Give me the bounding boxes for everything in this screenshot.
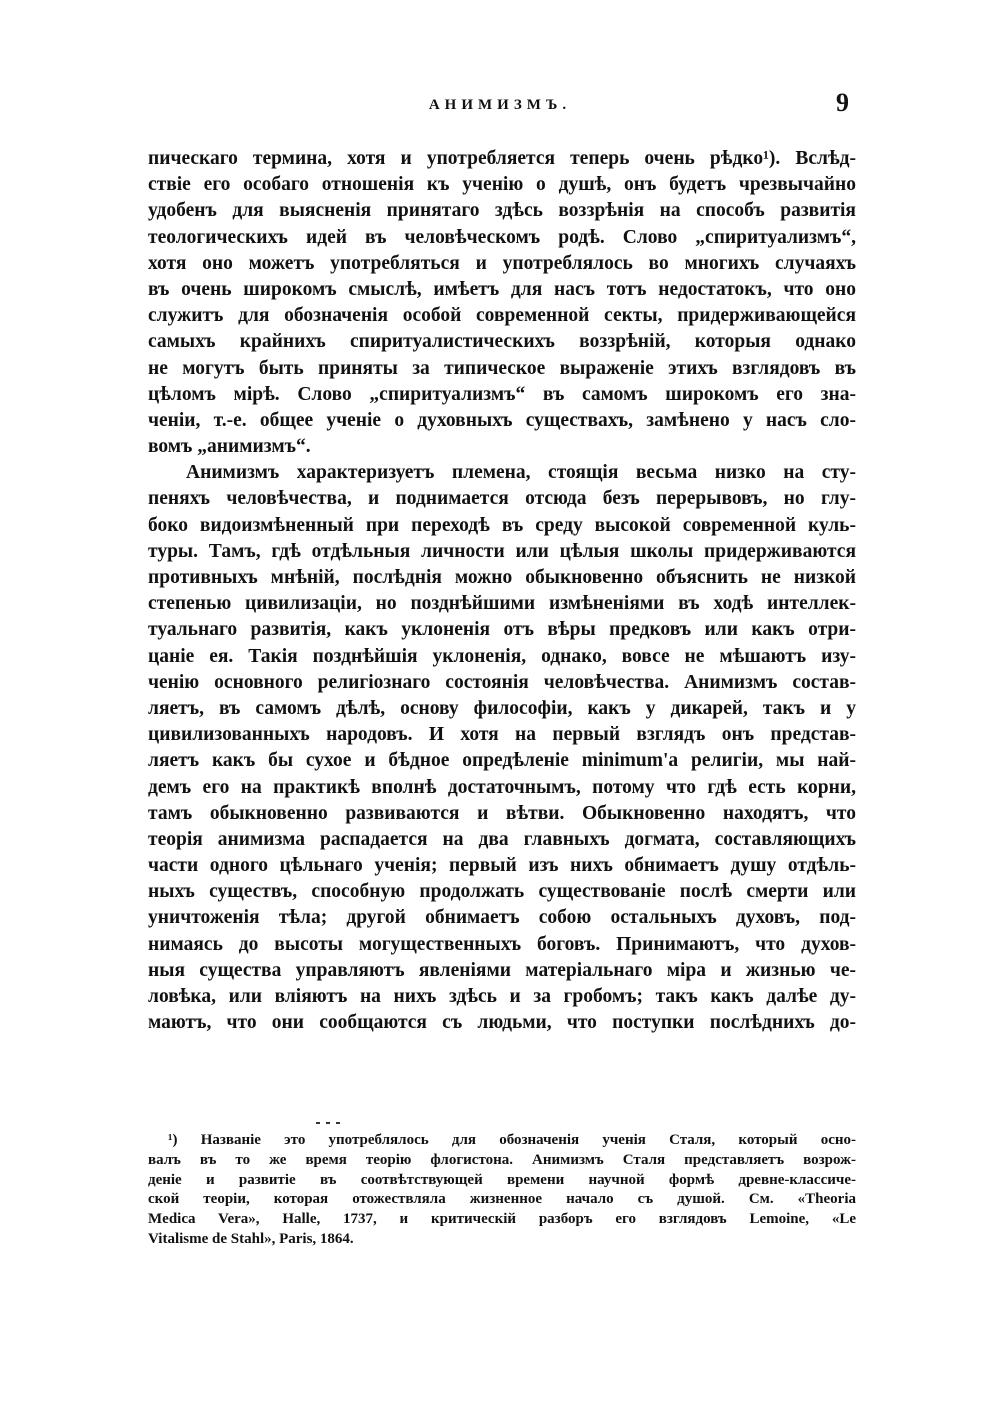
text-line: цивилизованныхъ народовъ. И хотя на первый взглядъ онъ представ- (148, 724, 856, 746)
text-line: самыхъ крайнихъ спиритуалистическихъ воззрѣній, которыя однако (148, 331, 856, 353)
text-line: цѣломъ мірѣ. Слово „спиритуализмъ“ въ самомъ широкомъ его зна- (148, 383, 856, 405)
text-line: тамъ обыкновенно развиваются и вѣтви. Обыкновенно находятъ, что (148, 802, 856, 824)
footnote-line: деніе и развитіе въ соотвѣтствующей времени научной формѣ древне-классиче- (148, 1171, 856, 1188)
paragraph-start-line: Анимизмъ характеризуетъ племена, стоящія весьма низко на сту- (186, 462, 856, 484)
text-line: пеняхъ человѣчества, и поднимается отсюда безъ перерывовъ, но глу- (148, 488, 856, 510)
text-line: теорія анимизма распадается на два главныхъ догмата, составляющихъ (148, 828, 856, 850)
footnote-line: Medica Vera», Halle, 1737, и критическій разборъ его взглядовъ Lemoine, «Le (148, 1211, 856, 1228)
text-line: служитъ для обозначенія особой современной секты, придерживающейся (148, 305, 856, 327)
text-line: теологическихъ идей въ человѣческомъ родѣ. Слово „спиритуализмъ“, (148, 226, 856, 248)
text-line: хотя оно можетъ употребляться и употреблялось во многихъ случаяхъ (148, 252, 856, 274)
footnote-line: валъ въ то же время теорію флогистона. Анимизмъ Сталя представляетъ возрож- (148, 1151, 856, 1168)
text-line: ченіи, т.-е. общее ученіе о духовныхъ существахъ, замѣнено у насъ сло- (148, 409, 856, 431)
text-line: степенью цивилизаціи, но позднѣйшими измѣненіями въ ходѣ интеллек- (148, 593, 856, 615)
text-line: ченію основного религіознаго состоянія человѣчества. Анимизмъ состав- (148, 671, 856, 693)
text-line: туальнаго развитія, какъ уклоненія отъ вѣры предковъ или какъ отри- (148, 619, 856, 641)
text-line: пическаго термина, хотя и употребляется теперь очень рѣдко¹). Вслѣд- (148, 148, 856, 169)
text-line: ствіе его особаго отношенія къ ученію о душѣ, онъ будетъ чрезвычайно (148, 174, 856, 196)
text-line: вомъ „анимизмъ“. (148, 436, 311, 458)
footnote-line: ской теоріи, которая отожествляла жизненное начало съ душой. См. «Theoria (148, 1191, 856, 1208)
footnote-line: ¹) Названіе это употреблялось для обозначенія ученія Сталя, который осно- (168, 1132, 856, 1148)
text-line: противныхъ мнѣній, послѣднія можно обыкновенно объяснить не низкой (148, 567, 856, 588)
text-line: ныя существа управляютъ явленіями матеріальнаго міра и жизнью че- (148, 959, 856, 981)
footnote (148, 1131, 856, 1250)
text-line: ляетъ, въ самомъ дѣлѣ, основу философіи, какъ у дикарей, такъ и у (148, 697, 856, 719)
text-line: нимаясь до высоты могущественныхъ боговъ. Принимаютъ, что духов- (148, 933, 856, 955)
text-line: туры. Тамъ, гдѣ отдѣльныя личности или цѣлыя школы придерживаются (148, 540, 856, 562)
text-line: въ очень широкомъ смыслѣ, имѣетъ для насъ тотъ недостатокъ, что оно (148, 278, 856, 300)
text-line: не могутъ быть приняты за типическое выраженіе этихъ взглядовъ въ (148, 357, 856, 379)
text-line: цаніе ея. Такія позднѣйшія уклоненія, однако, вовсе не мѣшаютъ изу- (148, 645, 856, 667)
text-line: ныхъ существъ, способную продолжать существованіе послѣ смерти или (148, 881, 856, 903)
text-line: демъ его на практикѣ вполнѣ достаточнымъ, потому что гдѣ есть корни, (148, 776, 856, 798)
text-line: уничтоженія тѣла; другой обнимаетъ собою остальныхъ духовъ, под- (148, 907, 856, 929)
text-line: ляетъ какъ бы сухое и бѣдное опредѣленіе minimum'а религіи, мы най- (148, 750, 856, 772)
text-line: боко видоизмѣненный при переходѣ въ среду высокой современной куль- (148, 514, 856, 536)
text-line: ловѣка, или вліяютъ на нихъ здѣсь и за гробомъ; такъ какъ далѣе ду- (148, 986, 856, 1007)
footnote-line: Vitalisme de Stahl», Paris, 1864. (148, 1230, 354, 1247)
text-line: удобенъ для выясненія принятаго здѣсь воззрѣнія на способъ развитія (148, 200, 856, 222)
footnote-separator (316, 1111, 346, 1113)
text-line: маютъ, что они сообщаются съ людьми, что поступки послѣднихъ до- (148, 1012, 856, 1034)
page-number: 9 (836, 88, 849, 117)
main-text (148, 146, 856, 1036)
text-line: части одного цѣльнаго ученія; первый изъ нихъ обнимаетъ душу отдѣль- (148, 855, 856, 877)
running-title: АНИМИЗМЪ. (428, 97, 572, 113)
